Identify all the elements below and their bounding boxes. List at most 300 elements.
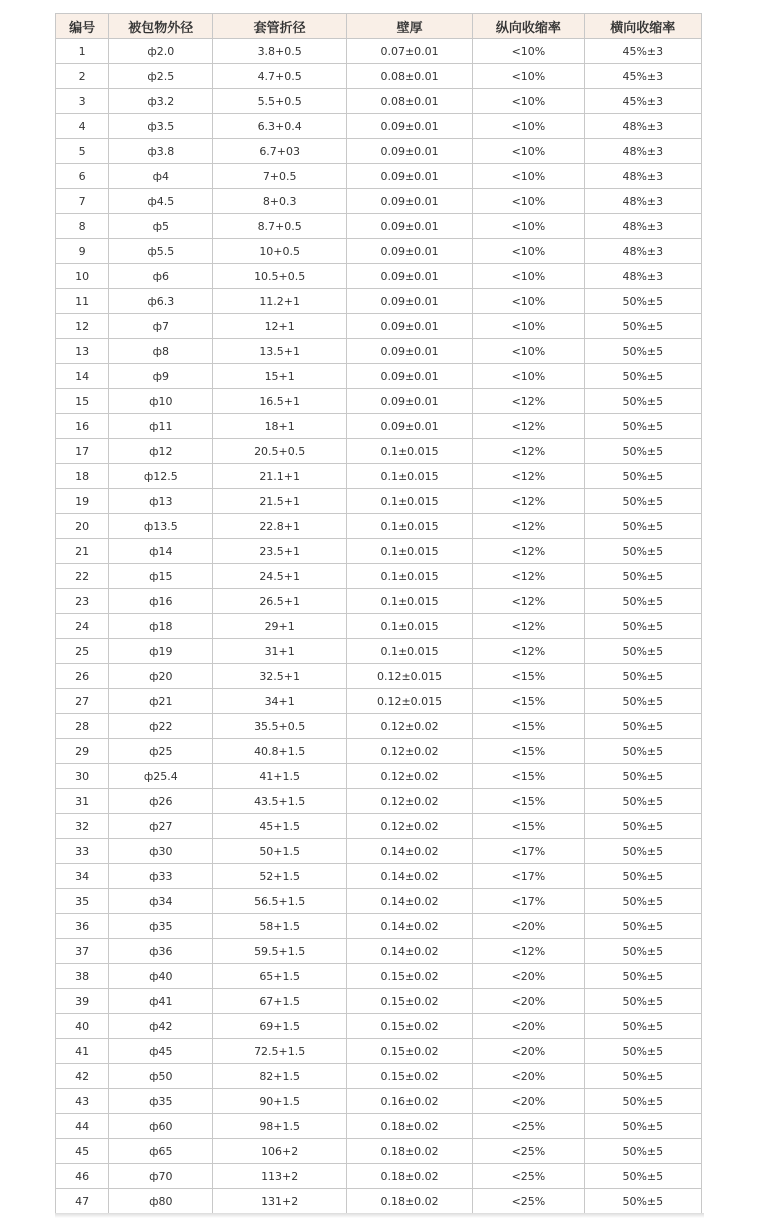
- cell-object-diameter: ф4: [109, 164, 213, 189]
- header-cell-transverse-shrink: 横向收缩率: [584, 14, 701, 39]
- cell-transverse-shrink: 50%±5: [584, 1114, 701, 1139]
- cell-flat-width: 3.8+0.5: [213, 39, 346, 64]
- cell-index: 14: [56, 364, 109, 389]
- cell-flat-width: 12+1: [213, 314, 346, 339]
- cell-object-diameter: ф21: [109, 689, 213, 714]
- cell-wall-thickness: 0.18±0.02: [346, 1114, 472, 1139]
- cell-flat-width: 10+0.5: [213, 239, 346, 264]
- cell-longitudinal-shrink: <12%: [473, 514, 584, 539]
- cell-wall-thickness: 0.08±0.01: [346, 89, 472, 114]
- cell-transverse-shrink: 50%±5: [584, 364, 701, 389]
- cell-longitudinal-shrink: <25%: [473, 1189, 584, 1214]
- cell-transverse-shrink: 50%±5: [584, 439, 701, 464]
- cell-transverse-shrink: 50%±5: [584, 1064, 701, 1089]
- table-row: [56, 389, 702, 414]
- cell-transverse-shrink: 50%±5: [584, 964, 701, 989]
- cell-flat-width: 8+0.3: [213, 189, 346, 214]
- cell-index: 3: [56, 89, 109, 114]
- cell-transverse-shrink: 50%±5: [584, 989, 701, 1014]
- cell-flat-width: 72.5+1.5: [213, 1039, 346, 1064]
- table-row: [56, 1114, 702, 1139]
- cell-transverse-shrink: 48%±3: [584, 189, 701, 214]
- cell-index: 11: [56, 289, 109, 314]
- header-cell-object-diameter: 被包物外径: [109, 14, 213, 39]
- cell-longitudinal-shrink: <12%: [473, 939, 584, 964]
- cell-flat-width: 82+1.5: [213, 1064, 346, 1089]
- table-row: [56, 1064, 702, 1089]
- cell-flat-width: 98+1.5: [213, 1114, 346, 1139]
- cell-wall-thickness: 0.14±0.02: [346, 889, 472, 914]
- cell-object-diameter: ф25.4: [109, 764, 213, 789]
- table-row: [56, 414, 702, 439]
- cell-index: 17: [56, 439, 109, 464]
- cell-wall-thickness: 0.1±0.015: [346, 539, 472, 564]
- cell-transverse-shrink: 50%±5: [584, 564, 701, 589]
- cell-longitudinal-shrink: <10%: [473, 289, 584, 314]
- table-row: [56, 764, 702, 789]
- cell-flat-width: 8.7+0.5: [213, 214, 346, 239]
- cell-wall-thickness: 0.12±0.02: [346, 814, 472, 839]
- cell-wall-thickness: 0.1±0.015: [346, 464, 472, 489]
- cell-longitudinal-shrink: <12%: [473, 414, 584, 439]
- table-row: [56, 39, 702, 64]
- table-row: [56, 589, 702, 614]
- table-row: [56, 164, 702, 189]
- cell-longitudinal-shrink: <17%: [473, 839, 584, 864]
- cell-flat-width: 4.7+0.5: [213, 64, 346, 89]
- table-row: [56, 1139, 702, 1164]
- cell-longitudinal-shrink: <20%: [473, 1089, 584, 1114]
- table-row: [56, 664, 702, 689]
- cell-transverse-shrink: 50%±5: [584, 614, 701, 639]
- cell-object-diameter: ф5.5: [109, 239, 213, 264]
- header-cell-wall-thickness: 壁厚: [346, 14, 472, 39]
- table-row: [56, 689, 702, 714]
- cell-longitudinal-shrink: <10%: [473, 339, 584, 364]
- cell-object-diameter: ф19: [109, 639, 213, 664]
- table-row: [56, 989, 702, 1014]
- cell-transverse-shrink: 50%±5: [584, 464, 701, 489]
- cell-object-diameter: ф14: [109, 539, 213, 564]
- cell-flat-width: 21.1+1: [213, 464, 346, 489]
- cell-object-diameter: ф6.3: [109, 289, 213, 314]
- cell-object-diameter: ф18: [109, 614, 213, 639]
- cell-flat-width: 90+1.5: [213, 1089, 346, 1114]
- spec-table: [55, 13, 702, 1214]
- cell-index: 45: [56, 1139, 109, 1164]
- cell-wall-thickness: 0.14±0.02: [346, 939, 472, 964]
- cell-transverse-shrink: 45%±3: [584, 64, 701, 89]
- cell-longitudinal-shrink: <12%: [473, 564, 584, 589]
- cell-object-diameter: ф20: [109, 664, 213, 689]
- cell-flat-width: 15+1: [213, 364, 346, 389]
- table-body: [56, 39, 702, 1214]
- cell-object-diameter: ф2.5: [109, 64, 213, 89]
- cell-transverse-shrink: 50%±5: [584, 764, 701, 789]
- cell-transverse-shrink: 50%±5: [584, 689, 701, 714]
- cell-flat-width: 23.5+1: [213, 539, 346, 564]
- cell-transverse-shrink: 48%±3: [584, 114, 701, 139]
- cell-index: 18: [56, 464, 109, 489]
- cell-transverse-shrink: 50%±5: [584, 864, 701, 889]
- cell-transverse-shrink: 50%±5: [584, 814, 701, 839]
- cell-index: 34: [56, 864, 109, 889]
- cell-flat-width: 67+1.5: [213, 989, 346, 1014]
- cell-object-diameter: ф7: [109, 314, 213, 339]
- cell-transverse-shrink: 48%±3: [584, 139, 701, 164]
- cell-object-diameter: ф35: [109, 1089, 213, 1114]
- cell-index: 27: [56, 689, 109, 714]
- table-row: [56, 964, 702, 989]
- cell-object-diameter: ф9: [109, 364, 213, 389]
- cell-index: 4: [56, 114, 109, 139]
- table-row: [56, 1014, 702, 1039]
- cell-transverse-shrink: 50%±5: [584, 789, 701, 814]
- table-row: [56, 1089, 702, 1114]
- cell-flat-width: 24.5+1: [213, 564, 346, 589]
- cell-wall-thickness: 0.1±0.015: [346, 514, 472, 539]
- cell-object-diameter: ф10: [109, 389, 213, 414]
- cell-wall-thickness: 0.12±0.015: [346, 664, 472, 689]
- table-row: [56, 439, 702, 464]
- cell-flat-width: 16.5+1: [213, 389, 346, 414]
- cell-longitudinal-shrink: <10%: [473, 39, 584, 64]
- cell-wall-thickness: 0.09±0.01: [346, 189, 472, 214]
- cell-object-diameter: ф41: [109, 989, 213, 1014]
- cell-transverse-shrink: 50%±5: [584, 514, 701, 539]
- cell-object-diameter: ф27: [109, 814, 213, 839]
- cell-wall-thickness: 0.1±0.015: [346, 489, 472, 514]
- cell-flat-width: 43.5+1.5: [213, 789, 346, 814]
- table-row: [56, 214, 702, 239]
- cell-wall-thickness: 0.18±0.02: [346, 1189, 472, 1214]
- cell-index: 29: [56, 739, 109, 764]
- cell-longitudinal-shrink: <15%: [473, 789, 584, 814]
- cell-transverse-shrink: 50%±5: [584, 314, 701, 339]
- cell-flat-width: 32.5+1: [213, 664, 346, 689]
- table-row: [56, 614, 702, 639]
- cell-wall-thickness: 0.15±0.02: [346, 1064, 472, 1089]
- table-row: [56, 714, 702, 739]
- table-header-row: [56, 14, 702, 39]
- cell-object-diameter: ф16: [109, 589, 213, 614]
- cell-object-diameter: ф70: [109, 1164, 213, 1189]
- table-row: [56, 339, 702, 364]
- cell-wall-thickness: 0.09±0.01: [346, 139, 472, 164]
- cell-longitudinal-shrink: <10%: [473, 264, 584, 289]
- cell-object-diameter: ф80: [109, 1189, 213, 1214]
- cell-wall-thickness: 0.12±0.02: [346, 789, 472, 814]
- cell-wall-thickness: 0.15±0.02: [346, 964, 472, 989]
- cell-wall-thickness: 0.15±0.02: [346, 1039, 472, 1064]
- cell-flat-width: 5.5+0.5: [213, 89, 346, 114]
- cell-index: 31: [56, 789, 109, 814]
- cell-wall-thickness: 0.1±0.015: [346, 614, 472, 639]
- cell-longitudinal-shrink: <17%: [473, 889, 584, 914]
- table-row: [56, 739, 702, 764]
- cell-longitudinal-shrink: <20%: [473, 1014, 584, 1039]
- cell-index: 19: [56, 489, 109, 514]
- cell-flat-width: 56.5+1.5: [213, 889, 346, 914]
- cell-longitudinal-shrink: <10%: [473, 64, 584, 89]
- cell-longitudinal-shrink: <25%: [473, 1164, 584, 1189]
- cell-index: 30: [56, 764, 109, 789]
- cell-flat-width: 22.8+1: [213, 514, 346, 539]
- table-row: [56, 464, 702, 489]
- table-row: [56, 1164, 702, 1189]
- cell-longitudinal-shrink: <15%: [473, 814, 584, 839]
- table-row: [56, 889, 702, 914]
- cell-transverse-shrink: 50%±5: [584, 1164, 701, 1189]
- cell-index: 43: [56, 1089, 109, 1114]
- cell-longitudinal-shrink: <12%: [473, 539, 584, 564]
- cell-wall-thickness: 0.09±0.01: [346, 314, 472, 339]
- cell-transverse-shrink: 50%±5: [584, 839, 701, 864]
- cell-object-diameter: ф3.5: [109, 114, 213, 139]
- cell-transverse-shrink: 50%±5: [584, 289, 701, 314]
- table-row: [56, 864, 702, 889]
- cell-transverse-shrink: 50%±5: [584, 1139, 701, 1164]
- cell-object-diameter: ф36: [109, 939, 213, 964]
- header-cell-longitudinal-shrink: 纵向收缩率: [473, 14, 584, 39]
- cell-flat-width: 131+2: [213, 1189, 346, 1214]
- cell-transverse-shrink: 45%±3: [584, 89, 701, 114]
- cell-transverse-shrink: 50%±5: [584, 389, 701, 414]
- cell-longitudinal-shrink: <20%: [473, 964, 584, 989]
- cell-wall-thickness: 0.09±0.01: [346, 339, 472, 364]
- cell-longitudinal-shrink: <12%: [473, 489, 584, 514]
- cell-wall-thickness: 0.14±0.02: [346, 914, 472, 939]
- cell-wall-thickness: 0.07±0.01: [346, 39, 472, 64]
- cell-object-diameter: ф11: [109, 414, 213, 439]
- cell-wall-thickness: 0.12±0.02: [346, 714, 472, 739]
- cell-wall-thickness: 0.09±0.01: [346, 364, 472, 389]
- cell-object-diameter: ф22: [109, 714, 213, 739]
- cell-index: 8: [56, 214, 109, 239]
- cell-object-diameter: ф13: [109, 489, 213, 514]
- cell-object-diameter: ф33: [109, 864, 213, 889]
- cell-index: 21: [56, 539, 109, 564]
- cell-transverse-shrink: 45%±3: [584, 39, 701, 64]
- cell-object-diameter: ф12: [109, 439, 213, 464]
- cell-flat-width: 11.2+1: [213, 289, 346, 314]
- cell-index: 15: [56, 389, 109, 414]
- cell-flat-width: 10.5+0.5: [213, 264, 346, 289]
- cell-flat-width: 106+2: [213, 1139, 346, 1164]
- table-row: [56, 839, 702, 864]
- cell-wall-thickness: 0.15±0.02: [346, 989, 472, 1014]
- cell-index: 28: [56, 714, 109, 739]
- cell-longitudinal-shrink: <10%: [473, 364, 584, 389]
- cell-wall-thickness: 0.1±0.015: [346, 564, 472, 589]
- cell-transverse-shrink: 50%±5: [584, 664, 701, 689]
- cell-wall-thickness: 0.12±0.015: [346, 689, 472, 714]
- cell-flat-width: 31+1: [213, 639, 346, 664]
- cell-index: 47: [56, 1189, 109, 1214]
- cell-object-diameter: ф50: [109, 1064, 213, 1089]
- cell-wall-thickness: 0.16±0.02: [346, 1089, 472, 1114]
- cell-index: 7: [56, 189, 109, 214]
- cell-index: 5: [56, 139, 109, 164]
- cell-index: 6: [56, 164, 109, 189]
- cell-flat-width: 6.7+03: [213, 139, 346, 164]
- table-row: [56, 314, 702, 339]
- cell-transverse-shrink: 50%±5: [584, 1189, 701, 1214]
- cell-index: 36: [56, 914, 109, 939]
- cell-object-diameter: ф2.0: [109, 39, 213, 64]
- table-bottom-shadow: [55, 1213, 704, 1218]
- cell-wall-thickness: 0.08±0.01: [346, 64, 472, 89]
- cell-longitudinal-shrink: <20%: [473, 914, 584, 939]
- cell-longitudinal-shrink: <10%: [473, 214, 584, 239]
- cell-longitudinal-shrink: <17%: [473, 864, 584, 889]
- cell-flat-width: 18+1: [213, 414, 346, 439]
- cell-index: 46: [56, 1164, 109, 1189]
- cell-flat-width: 41+1.5: [213, 764, 346, 789]
- cell-longitudinal-shrink: <25%: [473, 1114, 584, 1139]
- table-row: [56, 89, 702, 114]
- cell-object-diameter: ф3.8: [109, 139, 213, 164]
- table-row: [56, 939, 702, 964]
- cell-longitudinal-shrink: <15%: [473, 714, 584, 739]
- cell-object-diameter: ф8: [109, 339, 213, 364]
- cell-index: 2: [56, 64, 109, 89]
- cell-object-diameter: ф34: [109, 889, 213, 914]
- cell-transverse-shrink: 50%±5: [584, 889, 701, 914]
- table-row: [56, 564, 702, 589]
- cell-transverse-shrink: 48%±3: [584, 264, 701, 289]
- cell-wall-thickness: 0.12±0.02: [346, 764, 472, 789]
- cell-object-diameter: ф12.5: [109, 464, 213, 489]
- cell-transverse-shrink: 50%±5: [584, 1089, 701, 1114]
- cell-longitudinal-shrink: <10%: [473, 114, 584, 139]
- cell-wall-thickness: 0.15±0.02: [346, 1014, 472, 1039]
- cell-flat-width: 7+0.5: [213, 164, 346, 189]
- cell-longitudinal-shrink: <10%: [473, 314, 584, 339]
- cell-transverse-shrink: 50%±5: [584, 714, 701, 739]
- cell-longitudinal-shrink: <15%: [473, 689, 584, 714]
- cell-index: 1: [56, 39, 109, 64]
- cell-flat-width: 52+1.5: [213, 864, 346, 889]
- table-row: [56, 639, 702, 664]
- cell-index: 33: [56, 839, 109, 864]
- cell-wall-thickness: 0.14±0.02: [346, 839, 472, 864]
- cell-flat-width: 35.5+0.5: [213, 714, 346, 739]
- header-cell-index: 编号: [56, 14, 109, 39]
- cell-longitudinal-shrink: <15%: [473, 764, 584, 789]
- cell-index: 22: [56, 564, 109, 589]
- cell-longitudinal-shrink: <15%: [473, 739, 584, 764]
- cell-flat-width: 34+1: [213, 689, 346, 714]
- cell-index: 25: [56, 639, 109, 664]
- cell-wall-thickness: 0.12±0.02: [346, 739, 472, 764]
- cell-object-diameter: ф26: [109, 789, 213, 814]
- cell-transverse-shrink: 50%±5: [584, 489, 701, 514]
- cell-object-diameter: ф13.5: [109, 514, 213, 539]
- cell-flat-width: 13.5+1: [213, 339, 346, 364]
- cell-wall-thickness: 0.18±0.02: [346, 1164, 472, 1189]
- table-row: [56, 514, 702, 539]
- cell-index: 24: [56, 614, 109, 639]
- cell-index: 23: [56, 589, 109, 614]
- cell-wall-thickness: 0.09±0.01: [346, 239, 472, 264]
- cell-longitudinal-shrink: <25%: [473, 1139, 584, 1164]
- cell-object-diameter: ф4.5: [109, 189, 213, 214]
- cell-index: 13: [56, 339, 109, 364]
- cell-wall-thickness: 0.09±0.01: [346, 389, 472, 414]
- cell-wall-thickness: 0.1±0.015: [346, 439, 472, 464]
- cell-wall-thickness: 0.1±0.015: [346, 639, 472, 664]
- cell-index: 42: [56, 1064, 109, 1089]
- cell-flat-width: 21.5+1: [213, 489, 346, 514]
- table-row: [56, 114, 702, 139]
- cell-wall-thickness: 0.09±0.01: [346, 414, 472, 439]
- cell-transverse-shrink: 50%±5: [584, 339, 701, 364]
- cell-longitudinal-shrink: <10%: [473, 164, 584, 189]
- cell-wall-thickness: 0.09±0.01: [346, 214, 472, 239]
- table-row: [56, 914, 702, 939]
- cell-index: 26: [56, 664, 109, 689]
- table-row: [56, 1039, 702, 1064]
- cell-transverse-shrink: 50%±5: [584, 589, 701, 614]
- cell-wall-thickness: 0.18±0.02: [346, 1139, 472, 1164]
- table-row: [56, 139, 702, 164]
- cell-index: 10: [56, 264, 109, 289]
- cell-longitudinal-shrink: <10%: [473, 189, 584, 214]
- table-row: [56, 289, 702, 314]
- cell-transverse-shrink: 50%±5: [584, 739, 701, 764]
- cell-transverse-shrink: 48%±3: [584, 214, 701, 239]
- cell-longitudinal-shrink: <12%: [473, 389, 584, 414]
- cell-index: 38: [56, 964, 109, 989]
- cell-object-diameter: ф25: [109, 739, 213, 764]
- cell-longitudinal-shrink: <20%: [473, 989, 584, 1014]
- cell-transverse-shrink: 48%±3: [584, 239, 701, 264]
- cell-wall-thickness: 0.09±0.01: [346, 264, 472, 289]
- cell-transverse-shrink: 50%±5: [584, 1039, 701, 1064]
- cell-object-diameter: ф30: [109, 839, 213, 864]
- cell-flat-width: 20.5+0.5: [213, 439, 346, 464]
- cell-transverse-shrink: 50%±5: [584, 1014, 701, 1039]
- cell-transverse-shrink: 50%±5: [584, 939, 701, 964]
- cell-object-diameter: ф42: [109, 1014, 213, 1039]
- cell-index: 35: [56, 889, 109, 914]
- cell-object-diameter: ф6: [109, 264, 213, 289]
- cell-flat-width: 45+1.5: [213, 814, 346, 839]
- cell-longitudinal-shrink: <12%: [473, 639, 584, 664]
- table-row: [56, 239, 702, 264]
- cell-index: 32: [56, 814, 109, 839]
- spec-table-container: [55, 13, 702, 1214]
- cell-flat-width: 40.8+1.5: [213, 739, 346, 764]
- table-row: [56, 189, 702, 214]
- cell-index: 37: [56, 939, 109, 964]
- cell-longitudinal-shrink: <15%: [473, 664, 584, 689]
- cell-flat-width: 50+1.5: [213, 839, 346, 864]
- cell-longitudinal-shrink: <12%: [473, 464, 584, 489]
- cell-object-diameter: ф60: [109, 1114, 213, 1139]
- cell-wall-thickness: 0.09±0.01: [346, 114, 472, 139]
- cell-transverse-shrink: 50%±5: [584, 639, 701, 664]
- cell-longitudinal-shrink: <20%: [473, 1039, 584, 1064]
- table-row: [56, 789, 702, 814]
- table-row: [56, 489, 702, 514]
- cell-object-diameter: ф45: [109, 1039, 213, 1064]
- cell-longitudinal-shrink: <10%: [473, 139, 584, 164]
- cell-index: 12: [56, 314, 109, 339]
- cell-flat-width: 29+1: [213, 614, 346, 639]
- cell-object-diameter: ф3.2: [109, 89, 213, 114]
